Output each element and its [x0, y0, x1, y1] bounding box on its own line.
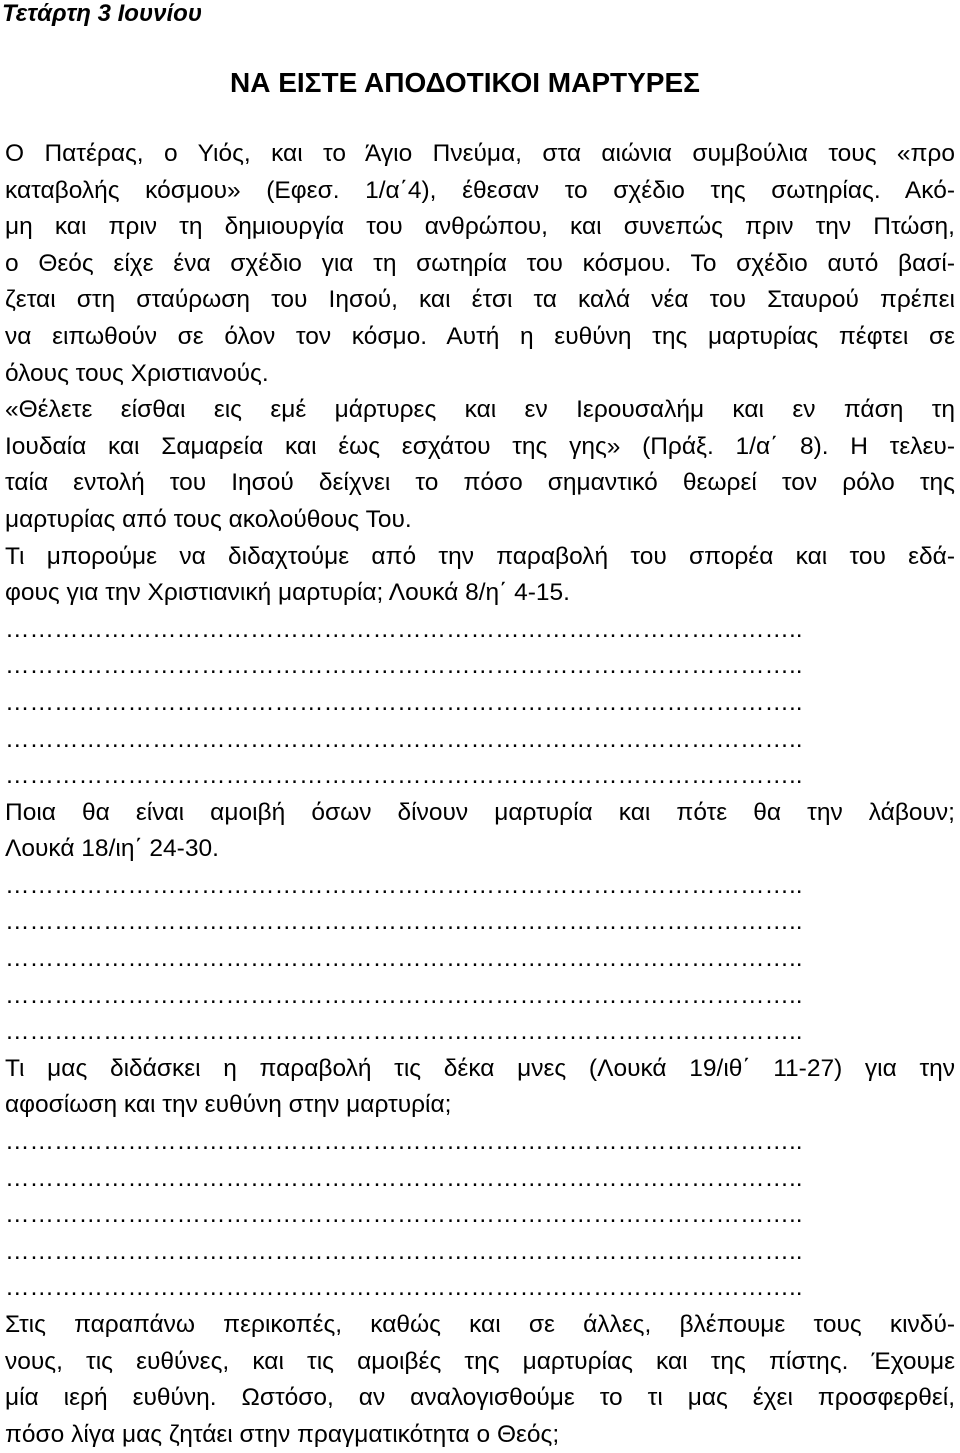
question-2 [5, 795, 955, 868]
answer-line[interactable]: …………………………………………………………………………………….. [5, 1237, 803, 1265]
intro-line: ο Θεός είχε ένα σχέδιο για τη σωτηρία του κόσμου. Το σχέδιο αυτό βασί- [5, 249, 955, 277]
answer-line[interactable]: …………………………………………………………………………………….. [5, 871, 803, 899]
quote-line: «Θέλετε είσθαι εις εμέ μάρτυρες και εν Ιερουσαλήμ και εν πάση τη [5, 396, 955, 424]
answer-area-1[interactable] [5, 612, 955, 795]
quote-line: Ιουδαία και Σαμαρεία και έως εσχάτου της γης» (Πράξ. 1/α΄ 8). Η τελευ- [5, 432, 955, 460]
answer-line[interactable]: …………………………………………………………………………………….. [5, 652, 803, 680]
date-heading: Τετάρτη 3 Ιουνίου [2, 0, 203, 27]
question-line: Τι μας διδάσκει η παραβολή τις δέκα μνες (Λουκά 19/ιθ΄ 11-27) για την [5, 1054, 955, 1082]
intro-line: να ειπωθούν σε όλον τον κόσμο. Αυτή η ευθύνη της μαρτυρίας πέφτει σε [5, 322, 955, 350]
question-line: Λουκά 18/ιη΄ 24-30. [5, 835, 219, 863]
answer-line[interactable]: …………………………………………………………………………………….. [5, 1164, 803, 1192]
body-text [5, 136, 955, 1453]
closing-line: νους, τις ευθύνες, και τις αμοιβές της μαρτυρίας και της πίστης. Έχουμε [5, 1347, 955, 1375]
intro-line: ζεται στη σταύρωση του Ιησού, και έτσι τα καλά νέα του Σταυρού πρέπει [5, 286, 955, 314]
intro-line: Ο Πατέρας, ο Υιός, και το Άγιο Πνεύμα, στα αιώνια συμβούλια τους «προ [5, 140, 955, 167]
question-3 [5, 1051, 955, 1124]
answer-line[interactable]: …………………………………………………………………………………….. [5, 945, 803, 973]
answer-line[interactable]: …………………………………………………………………………………….. [5, 688, 803, 716]
question-line: αφοσίωση και την ευθύνη στην μαρτυρία; [5, 1091, 452, 1119]
answer-line[interactable]: …………………………………………………………………………………….. [5, 725, 803, 753]
closing-line: μία ιερή ευθύνη. Ωστόσο, αν αναλογισθούμε το τι μας έχει προσφερθεί, [5, 1384, 955, 1412]
question-line: Τι μπορούμε να διδαχτούμε από την παραβολή του σπορέα και του εδά- [5, 542, 955, 570]
intro-line: μη και πριν τη δημιουργία του ανθρώπου, και συνεπώς πριν την Πτώση, [5, 213, 955, 241]
answer-line[interactable]: …………………………………………………………………………………….. [5, 981, 803, 1009]
quote-paragraph [5, 392, 955, 538]
answer-line[interactable]: …………………………………………………………………………………….. [5, 615, 803, 643]
question-1 [5, 539, 955, 612]
question-line: Ποια θα είναι αμοιβή όσων δίνουν μαρτυρία και πότε θα την λάβουν; [5, 798, 955, 826]
closing-paragraph [5, 1307, 955, 1453]
answer-line[interactable]: …………………………………………………………………………………….. [5, 1018, 803, 1046]
answer-line[interactable]: …………………………………………………………………………………….. [5, 1128, 803, 1156]
intro-line: όλους τους Χριστιανούς. [5, 359, 269, 387]
answer-line[interactable]: …………………………………………………………………………………….. [5, 1201, 803, 1229]
closing-line: Στις παραπάνω περικοπές, καθώς και σε άλλες, βλέπουμε τους κινδύ- [5, 1311, 955, 1338]
page-title: ΝΑ ΕΙΣΤΕ ΑΠΟΔΟΤΙΚΟΙ ΜΑΡΤΥΡΕΣ [230, 67, 700, 98]
quote-line: ταία εντολή του Ιησού δείχνει το πόσο σημαντικό θεωρεί τον ρόλο της [5, 469, 955, 497]
quote-line: μαρτυρίας από τους ακολούθους Του. [5, 505, 412, 533]
answer-area-3[interactable] [5, 1124, 955, 1307]
answer-line[interactable]: …………………………………………………………………………………….. [5, 1274, 803, 1302]
intro-paragraph [5, 136, 955, 392]
closing-line: πόσο λίγα μας ζητάει στην πραγματικότητα ο Θεός; [5, 1420, 560, 1448]
answer-line[interactable]: …………………………………………………………………………………….. [5, 762, 803, 790]
answer-area-2[interactable] [5, 868, 955, 1051]
question-line: φους για την Χριστιανική μαρτυρία; Λουκά 8/η΄ 4-15. [5, 579, 570, 607]
answer-line[interactable]: …………………………………………………………………………………….. [5, 908, 803, 936]
intro-line: καταβολής κόσμου» (Εφεσ. 1/α΄4), έθεσαν το σχέδιο της σωτηρίας. Ακό- [5, 176, 955, 204]
